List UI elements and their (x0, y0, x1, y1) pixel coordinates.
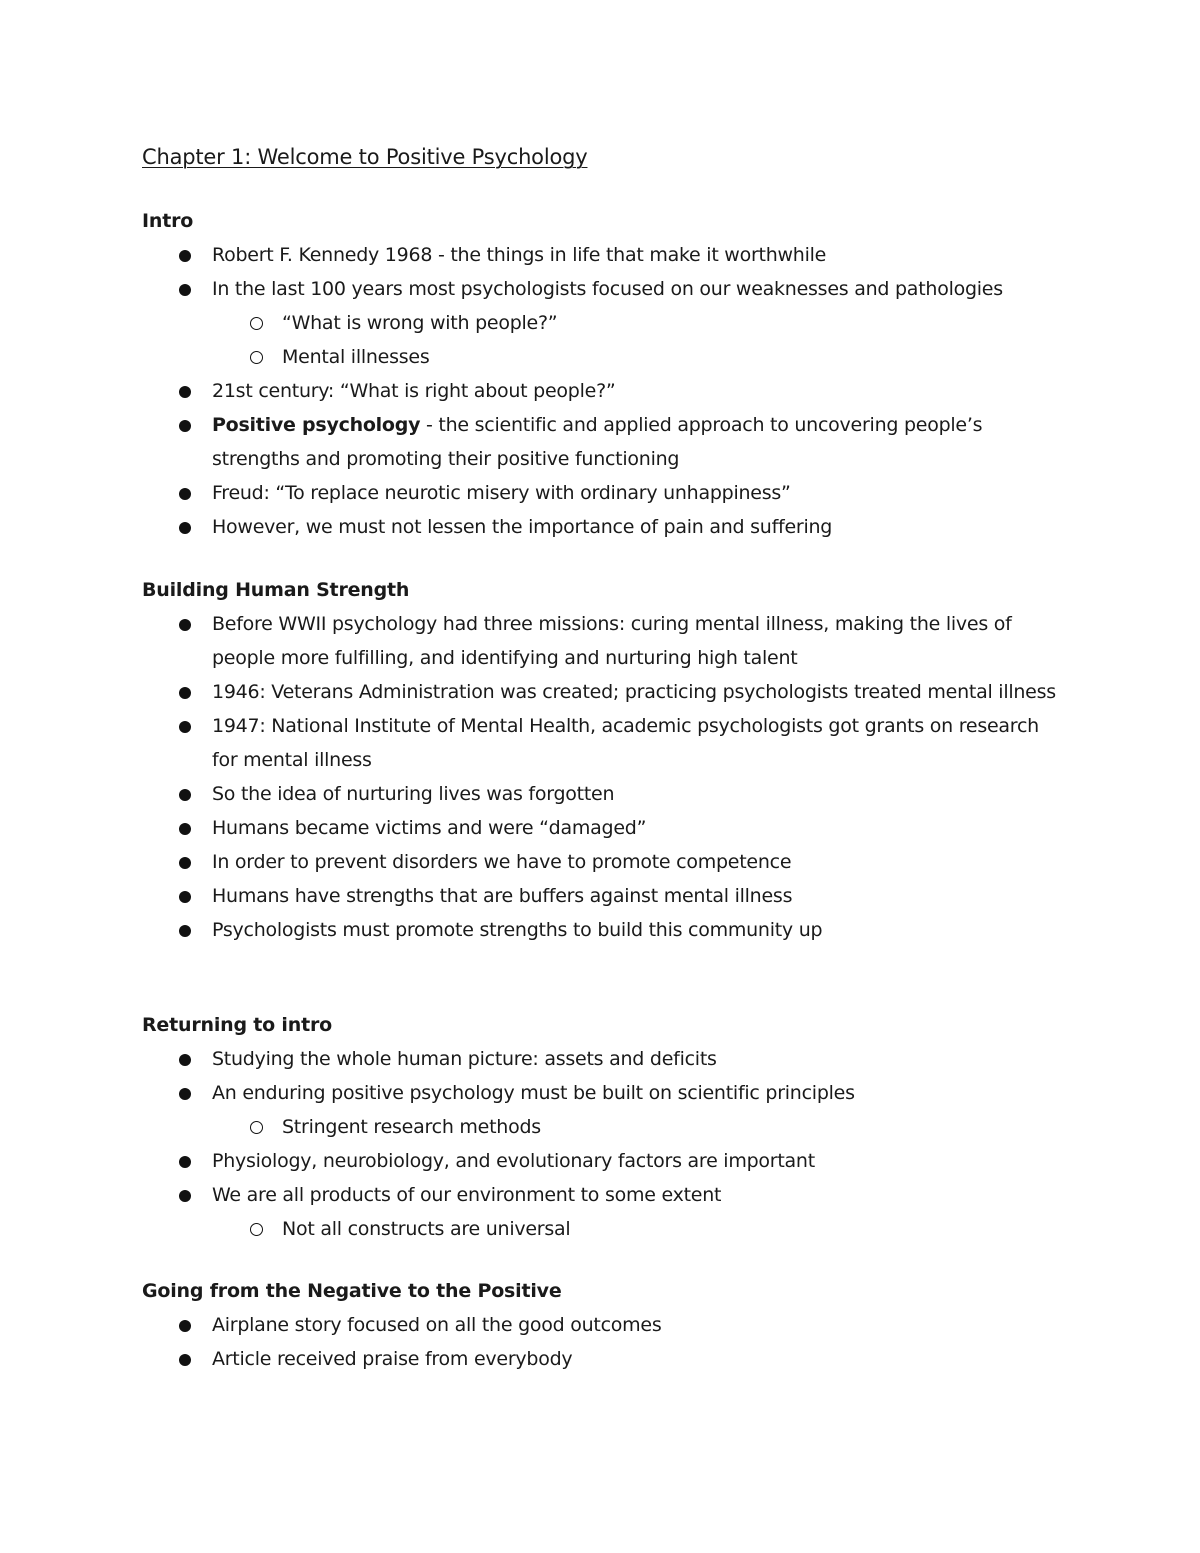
bullet-icon (179, 857, 191, 869)
list-item-text: Freud: “To replace neurotic misery with ordinary unhappiness” (212, 482, 791, 504)
list-item (142, 777, 1062, 811)
list-item (142, 238, 1062, 272)
sub-list-item-text: Stringent research methods (282, 1116, 541, 1138)
sub-list-item (142, 340, 1062, 374)
section-returning-to-intro (142, 1008, 1062, 1246)
sub-list-item-text: “What is wrong with people?” (282, 312, 558, 334)
bullet-icon (179, 284, 191, 296)
list-item (142, 1042, 1062, 1076)
bullet-icon (179, 891, 191, 903)
sub-list-item-text: Mental illnesses (282, 346, 430, 368)
sub-list-item (142, 1212, 1062, 1246)
list-item-text: - the scientific and applied approach to uncovering people’s strengths and promoting their positive functioning (212, 414, 983, 470)
hollow-bullet-icon (250, 1223, 263, 1236)
bullet-icon (179, 420, 191, 432)
list-item (142, 607, 1062, 675)
bullet-icon (179, 488, 191, 500)
list-item-text: Before WWII psychology had three missions: curing mental illness, making the lives of people more fulfilling, and identifying and nurturing high talent (212, 613, 1012, 669)
bullet-icon (179, 1320, 191, 1332)
list-item-text: Humans became victims and were “damaged” (212, 817, 647, 839)
list-item-text: Robert F. Kennedy 1968 - the things in life that make it worthwhile (212, 244, 827, 266)
list-item (142, 913, 1062, 947)
sub-list-item-text: Not all constructs are universal (282, 1218, 571, 1240)
list-item (142, 1076, 1062, 1110)
list-item-text: However, we must not lessen the importance of pain and suffering (212, 516, 833, 538)
list-item (142, 1342, 1062, 1376)
list-item-text: 1947: National Institute of Mental Health, academic psychologists got grants on research for mental illness (212, 715, 1039, 771)
bullet-list (142, 1042, 1062, 1246)
list-item-text: So the idea of nurturing lives was forgotten (212, 783, 615, 805)
list-item-text: Physiology, neurobiology, and evolutionary factors are important (212, 1150, 815, 1172)
list-item (142, 476, 1062, 510)
sub-list-item (142, 306, 1062, 340)
list-item-text: We are all products of our environment to some extent (212, 1184, 722, 1206)
bullet-list (142, 238, 1062, 544)
bullet-list (142, 607, 1062, 947)
hollow-bullet-icon (250, 317, 263, 330)
section-heading: Going from the Negative to the Positive (142, 1280, 562, 1302)
term-label: Positive psychology (212, 414, 421, 436)
list-item-text: Airplane story focused on all the good outcomes (212, 1314, 662, 1336)
sub-list-item (142, 1110, 1062, 1144)
bullet-list (142, 1308, 1062, 1376)
list-item-text: 1946: Veterans Administration was created; practicing psychologists treated mental illness (212, 681, 1056, 703)
bullet-icon (179, 925, 191, 937)
hollow-bullet-icon (250, 351, 263, 364)
list-item (142, 811, 1062, 845)
section-heading: Building Human Strength (142, 579, 410, 601)
list-item (142, 1144, 1062, 1178)
section-heading: Returning to intro (142, 1014, 332, 1036)
bullet-icon (179, 250, 191, 262)
section-heading: Intro (142, 210, 194, 232)
bullet-icon (179, 1156, 191, 1168)
list-item (142, 272, 1062, 306)
bullet-icon (179, 619, 191, 631)
section-intro (142, 204, 1062, 544)
bullet-icon (179, 789, 191, 801)
list-item (142, 1308, 1062, 1342)
bullet-icon (179, 1354, 191, 1366)
list-item (142, 374, 1062, 408)
bullet-icon (179, 1088, 191, 1100)
bullet-icon (179, 823, 191, 835)
list-item-text: In the last 100 years most psychologists focused on our weaknesses and pathologies (212, 278, 1003, 300)
list-item-text: 21st century: “What is right about people?” (212, 380, 616, 402)
list-item-text: Studying the whole human picture: assets and deficits (212, 1048, 717, 1070)
page-title: Chapter 1: Welcome to Positive Psychology (142, 145, 588, 169)
list-item (142, 510, 1062, 544)
bullet-icon (179, 1190, 191, 1202)
list-item-text: Humans have strengths that are buffers against mental illness (212, 885, 793, 907)
list-item-text: In order to prevent disorders we have to promote competence (212, 851, 792, 873)
list-item (142, 1178, 1062, 1212)
list-item-text: An enduring positive psychology must be built on scientific principles (212, 1082, 855, 1104)
bullet-icon (179, 1054, 191, 1066)
list-item (142, 845, 1062, 879)
section-going-from-the-negative-to-the-positive (142, 1274, 1062, 1376)
list-item-text: Article received praise from everybody (212, 1348, 573, 1370)
section-building-human-strength (142, 573, 1062, 947)
bullet-icon (179, 721, 191, 733)
list-item (142, 408, 1062, 476)
hollow-bullet-icon (250, 1121, 263, 1134)
list-item-text: Psychologists must promote strengths to build this community up (212, 919, 823, 941)
bullet-icon (179, 386, 191, 398)
list-item (142, 709, 1062, 777)
list-item (142, 675, 1062, 709)
list-item (142, 879, 1062, 913)
bullet-icon (179, 687, 191, 699)
bullet-icon (179, 522, 191, 534)
